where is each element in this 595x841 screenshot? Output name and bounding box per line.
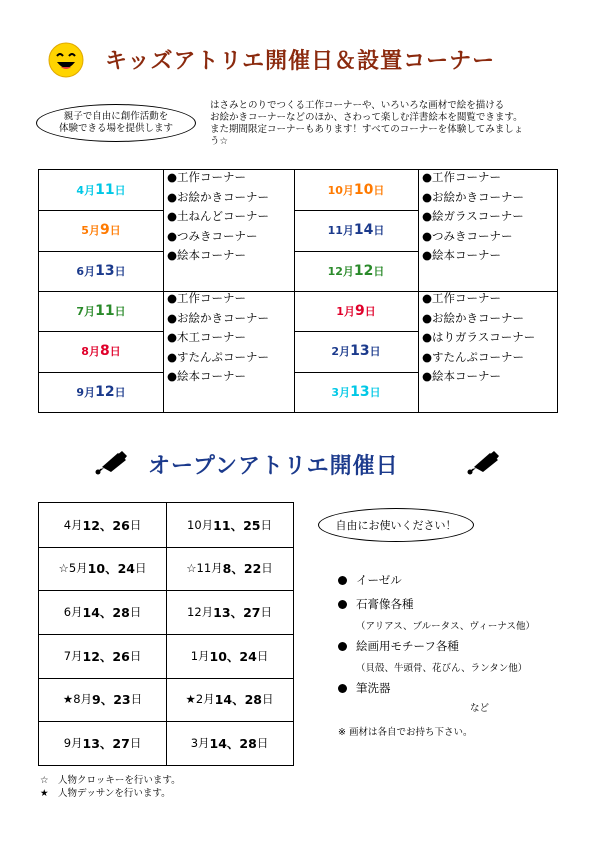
- date-day: 13: [95, 262, 115, 279]
- schedule-date: [39, 251, 163, 291]
- date-month: 1月: [336, 305, 355, 319]
- equipment-item: [338, 638, 459, 654]
- corner-item: ●工作コーナー: [422, 170, 502, 184]
- date-day: 10: [353, 182, 374, 199]
- corner-list: [420, 289, 557, 387]
- equipment-item-label: イーゼル: [356, 573, 402, 587]
- equipment-item: [338, 572, 402, 588]
- open-date-cell: [39, 547, 166, 591]
- schedule-date: [294, 251, 418, 291]
- equipment-item-label: 石膏像各種: [356, 597, 414, 611]
- date-month: 8月: [73, 692, 93, 707]
- date-day: 14: [353, 222, 374, 239]
- footnote-white-star: ☆ 人物クロッキーを行います。: [40, 775, 181, 786]
- schedule-date: [39, 331, 163, 371]
- date-month: 9月: [63, 736, 83, 751]
- kids-schedule-table: [38, 169, 558, 413]
- corner-item: ●工作コーナー: [422, 291, 502, 305]
- date-day-unit: 日: [109, 345, 121, 359]
- date-day-unit: 日: [373, 184, 385, 198]
- corner-item: ●土ねんどコーナー: [167, 209, 270, 223]
- corner-item: ●お絵かきコーナー: [167, 310, 270, 325]
- date-days: 10、24: [209, 648, 257, 664]
- intro-line-2: 体験できる場を提供します: [58, 123, 173, 134]
- open-date-cell: [39, 590, 166, 634]
- open-date-cell: [39, 721, 166, 765]
- corner-item: ●絵本コーナー: [167, 248, 247, 262]
- date-marker: ☆: [186, 561, 197, 576]
- date-days: 9、23: [92, 692, 131, 708]
- date-day: 11: [95, 303, 115, 320]
- date-month: 11月: [327, 224, 354, 238]
- equipment-item-label: 絵画用モチーフ各種: [356, 639, 459, 653]
- date-day-unit: 日: [109, 224, 121, 238]
- corner-item: ●お絵かきコーナー: [167, 189, 270, 204]
- corner-item: ●絵ガラスコーナー: [422, 209, 524, 223]
- date-month: 10月: [327, 184, 354, 198]
- schedule-date: [294, 170, 418, 210]
- date-day-unit: 日: [261, 692, 274, 707]
- date-marker: ★: [62, 692, 74, 707]
- date-day-unit: 日: [134, 561, 147, 576]
- equipment-item: [338, 596, 414, 612]
- date-month: 7月: [76, 305, 96, 319]
- date-day: 8: [99, 343, 110, 360]
- date-days: 13、27: [82, 736, 130, 752]
- date-day-unit: 日: [114, 305, 126, 319]
- date-day-unit: 日: [256, 648, 269, 663]
- corner-item: ●木工コーナー: [167, 330, 247, 344]
- corner-item: ●すたんぷコーナー: [167, 349, 270, 364]
- date-day-unit: 日: [129, 605, 142, 620]
- date-day-unit: 日: [129, 736, 142, 751]
- open-date-cell: [166, 590, 293, 634]
- date-day: 9: [354, 303, 365, 320]
- date-days: 12、26: [82, 517, 130, 533]
- date-month: 9月: [76, 385, 96, 399]
- open-schedule-table: [38, 502, 294, 766]
- schedule-date: [39, 291, 163, 331]
- date-month: 3月: [331, 385, 351, 399]
- date-day-unit: 日: [373, 264, 385, 278]
- date-day: 11: [95, 182, 115, 199]
- date-day-unit: 日: [129, 648, 142, 663]
- bullet-icon: [338, 600, 347, 609]
- open-date-cell: [39, 503, 166, 547]
- intro-line-1: 親子で自由に創作活動を: [63, 111, 169, 122]
- date-day-unit: 日: [129, 517, 142, 532]
- open-date-cell: [166, 547, 293, 591]
- date-day: 12: [95, 383, 115, 400]
- date-day-unit: 日: [261, 561, 273, 576]
- open-date-cell: [166, 634, 293, 678]
- date-day-unit: 日: [260, 605, 272, 620]
- date-days: 11、25: [213, 517, 261, 533]
- kids-atelier-title: キッズアトリエ開催日＆設置コーナー: [105, 49, 496, 74]
- date-day-unit: 日: [373, 224, 385, 238]
- description-line-2: お絵かきコーナーなどのほか、さわって楽しむ洋書絵本を閲覧できます。: [210, 112, 523, 123]
- date-month: 4月: [63, 517, 83, 532]
- open-atelier-title: オープンアトリエ開催日: [148, 454, 399, 479]
- corner-item: ●絵本コーナー: [422, 369, 502, 383]
- corner-item: ●絵本コーナー: [167, 369, 247, 383]
- schedule-date: [294, 291, 418, 331]
- date-days: 14、28: [82, 605, 130, 621]
- date-month: 5月: [81, 224, 100, 238]
- description: [210, 100, 580, 148]
- date-month: 4月: [76, 184, 96, 198]
- date-day-unit: 日: [364, 305, 376, 319]
- corner-item: ●お絵かきコーナー: [422, 310, 525, 325]
- date-day-unit: 日: [260, 517, 272, 532]
- date-days: 14、28: [209, 736, 257, 752]
- corner-item: ●つみきコーナー: [422, 228, 513, 243]
- free-use-label: 自由にお使いください！: [335, 519, 457, 532]
- corner-item: ●すたんぷコーナー: [422, 349, 525, 364]
- date-month: 6月: [76, 264, 96, 278]
- description-line-1: はさみとのりでつくる工作コーナーや、いろいろな画材で絵を描ける: [210, 100, 505, 111]
- open-date-cell: [166, 721, 293, 765]
- date-days: 14、28: [214, 692, 262, 708]
- date-day-unit: 日: [369, 345, 381, 359]
- open-date-cell: [166, 503, 293, 547]
- materials-note: ※ 画材は各自でお持ち下さい。: [338, 727, 473, 738]
- intro-oval: [36, 104, 196, 142]
- corner-list: [420, 168, 557, 266]
- open-date-cell: [39, 634, 166, 678]
- schedule-date: [39, 210, 163, 250]
- corner-item: ●工作コーナー: [167, 170, 247, 184]
- corner-item: ●工作コーナー: [167, 291, 247, 305]
- date-marker: ☆: [58, 561, 69, 576]
- schedule-date: [294, 210, 418, 250]
- date-day: 12: [353, 262, 374, 279]
- date-month: 12月: [187, 605, 214, 620]
- date-days: 10、24: [87, 561, 135, 577]
- description-line-3: また期間限定コーナーもあります！すべてのコーナーを体験してみましょ: [210, 124, 524, 135]
- date-month: 5月: [68, 561, 88, 576]
- date-day-unit: 日: [114, 264, 126, 278]
- date-month: 12月: [327, 264, 354, 278]
- date-day: 13: [350, 343, 370, 360]
- date-day-unit: 日: [114, 385, 126, 399]
- date-day: 13: [350, 383, 370, 400]
- date-day-unit: 日: [369, 385, 381, 399]
- date-month: 2月: [331, 345, 351, 359]
- etc-label: など: [470, 703, 490, 714]
- bullet-icon: [338, 642, 347, 651]
- open-date-cell: [39, 678, 166, 722]
- date-day: 9: [99, 222, 110, 239]
- schedule-date: [39, 372, 163, 412]
- equipment-item-sub: （アリアス、ブルータス、ヴィーナス他）: [356, 621, 535, 632]
- open-date-cell: [166, 678, 293, 722]
- corner-list: [165, 168, 294, 266]
- date-days: 8、22: [222, 561, 262, 577]
- schedule-date: [294, 331, 418, 371]
- date-day-unit: 日: [114, 184, 126, 198]
- date-month: 10月: [187, 517, 214, 532]
- equipment-item-label: 筆洗器: [356, 681, 391, 695]
- smiley-icon: [48, 42, 84, 78]
- date-days: 13、27: [213, 605, 261, 621]
- date-day-unit: 日: [256, 736, 269, 751]
- date-month: 8月: [81, 345, 100, 359]
- paint-tube-icon: [94, 447, 130, 477]
- date-month: 3月: [190, 736, 210, 751]
- bullet-icon: [338, 684, 347, 693]
- free-use-oval: [318, 508, 474, 542]
- footnote-black-star: ★ 人物デッサンを行います。: [40, 788, 171, 799]
- description-line-4: う☆: [210, 136, 229, 147]
- equipment-item-sub: （貝殻、牛頭骨、花びん、ランタン他）: [356, 663, 528, 674]
- date-marker: ★: [185, 692, 196, 707]
- date-month: 11月: [196, 561, 223, 576]
- corner-list: [165, 289, 294, 387]
- equipment-item: [338, 680, 391, 696]
- corner-item: ●絵本コーナー: [422, 248, 502, 262]
- date-month: 7月: [63, 648, 83, 663]
- schedule-date: [294, 372, 418, 412]
- corner-item: ●つみきコーナー: [167, 228, 258, 243]
- bullet-icon: [338, 576, 347, 585]
- date-month: 1月: [190, 648, 210, 663]
- date-day-unit: 日: [130, 692, 143, 707]
- date-days: 12、26: [82, 648, 130, 664]
- corner-item: ●お絵かきコーナー: [422, 189, 525, 204]
- schedule-date: [39, 170, 163, 210]
- date-month: 2月: [195, 692, 215, 707]
- corner-item: ●はりガラスコーナー: [422, 330, 536, 344]
- paint-tube-icon-right: [466, 447, 502, 477]
- date-month: 6月: [63, 605, 83, 620]
